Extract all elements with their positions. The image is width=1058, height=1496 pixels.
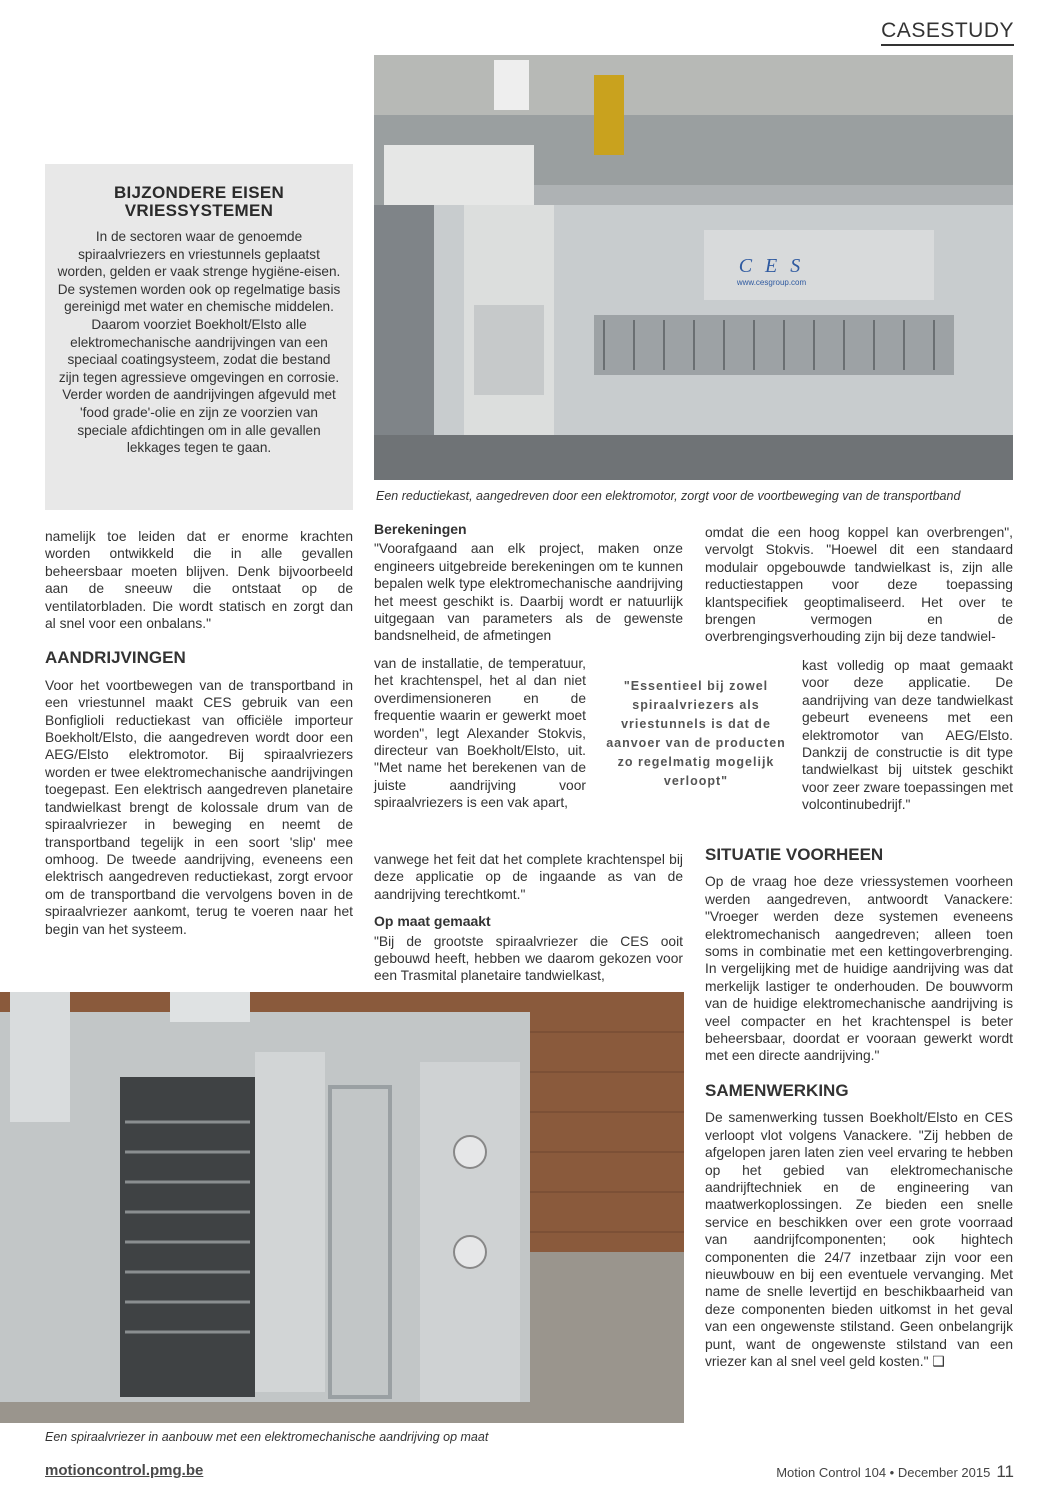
column-1 bbox=[45, 528, 353, 938]
footer-issue bbox=[776, 1462, 1014, 1482]
ces-logo-text: C E S bbox=[738, 255, 805, 277]
col1-body: Voor het voortbewegen van de transportband in een vriestunnel maakt CES gebruik van een Bonfiglioli reductiekast van officiële importeur Boekholt/Elsto, die aangedreven wordt door een AEG/Elsto elektromotor. Bij spiraalvriezers worden er twee elektromechanische aandrijvingen toegepast. Een elektrisch aangedreven planetaire tandwielkast brengt de kolossale drum van de spiraalvriezer in beweging en neemt de transportband tegelijk in een soort 'slip' mee omhoog. De tweede aandrijving, eveneens een elektrisch aangedreven reductiekast, zorgt ervoor om de transportband die vervolgens boven in de spiraalvriezer aankomt, terug te voeren naar het begin van het systeem. bbox=[45, 677, 353, 937]
sidebar-box bbox=[45, 164, 353, 510]
col2-body-1a: "Voorafgaand aan elk project, maken onze engineers uitgebreide berekeningen om te kunnen bepalen welk type elektromechanische aandrijving het meest geschikt is. Daarbij wordt er natuurlijk uitgegaan van parameters als de gewenste bandsnelheid, de afmetingen bbox=[374, 541, 683, 644]
footer-issue-text: Motion Control 104 • December 2015 bbox=[776, 1465, 991, 1480]
top-photo bbox=[374, 55, 1013, 480]
col3-body-1: Op de vraag hoe deze vriessystemen voorheen werden aangedreven, antwoordt Vanackere: "Vroeger werden deze systemen eveneens elektromechanisch aangedreven; alleen toen soms in combinatie met een kettingoverbrenging. In vergelijking met de huidige aandrijving was dat merkelijk lastiger te onderhouden. De bouwvorm van de huidige elektromechanische aandrijving is veel compacter en het krachtenspel is beter beheersbaar, doordat er vooraan gewerkt wordt met een directe aandrijving." bbox=[705, 874, 1013, 1064]
col1-intro: namelijk toe leiden dat er enorme krachten worden ontwikkeld die in alle gevallen beheersbaar moeten blijven. Denk bijvoorbeeld aan de sneeuw die ontstaat op de ventilatorbladen. Die wordt statisch en zorgt dan al snel voor een onbalans." bbox=[45, 529, 353, 632]
page-number: 11 bbox=[996, 1462, 1014, 1481]
column-3-narrow bbox=[802, 657, 1013, 814]
col2-body-1c: vanwege het feit dat het complete krachtenspel bij deze applicatie op de ingaande as van de aandrijving terechtkomt." bbox=[374, 852, 683, 902]
col2-heading-berekeningen: Berekeningen bbox=[374, 521, 467, 537]
ces-logo-url: www.cesgroup.com bbox=[736, 278, 807, 287]
column-2-narrow bbox=[374, 655, 586, 812]
bottom-photo-caption: Een spiraalvriezer in aanbouw met een elektromechanische aandrijving op maat bbox=[45, 1430, 489, 1444]
col2-body-1b: van de installatie, de temperatuur, het krachtenspel, het al dan niet overdimensioneren en de frequentie waarin er gewerkt moet worden", legt Alexander Stokvis, directeur van Boekholt/Elsto, uit. "Met name het berekenen van de juiste aandrijving voor spiraalvriezers is een vak apart, bbox=[374, 656, 586, 811]
column-3 bbox=[705, 524, 1013, 646]
column-2 bbox=[374, 521, 683, 645]
col2-heading-op-maat: Op maat gemaakt bbox=[374, 913, 491, 930]
column-2-lower bbox=[374, 851, 683, 985]
pull-quote: "Essentieel bij zowel spiraalvriezers als vriestunnels is dat de aanvoer van de producten zo regelmatig mogelijk verloopt" bbox=[606, 679, 786, 788]
sidebar-title bbox=[45, 184, 353, 220]
col3-heading-samenwerking: SAMENWERKING bbox=[705, 1080, 849, 1100]
bottom-photo bbox=[0, 992, 684, 1423]
top-photo-caption: Een reductiekast, aangedreven door een elektromotor, zorgt voor de voortbeweging van de transportband bbox=[376, 489, 961, 503]
col3-body-0b: kast volledig op maat gemaakt voor deze applicatie. De aandrijving van deze tandwielkast gebeurt eveneens met een elektromotor van AEG/Elsto. Dankzij de constructie is dit type tandwielkast bij uitstek geschikt voor zeer zware toepassingen met volcontinubedrijf." bbox=[802, 658, 1013, 813]
footer-site-link[interactable]: motioncontrol.pmg.be bbox=[45, 1462, 204, 1479]
col1-heading: AANDRIJVINGEN bbox=[45, 648, 186, 668]
ces-logo bbox=[724, 255, 819, 287]
col3-body-0a: omdat die een hoog koppel kan overbrengen", vervolgt Stokvis. "Hoewel dit een standaard modulair opgebouwde tandwielkast is, zijn alle reductiestappen voor deze toepassing klantspecifiek geoptimaliseerd. Het over te brengen vermogen en de overbrengingsverhouding zijn bij deze tandwiel- bbox=[705, 525, 1013, 645]
section-tag: CASESTUDY bbox=[881, 18, 1014, 46]
sidebar-title-line1: BIJZONDERE EISEN bbox=[113, 183, 285, 202]
col3-body-2: De samenwerking tussen Boekholt/Elsto en CES verloopt vlot volgens Vanackere. "Zij hebben de afgelopen jaren laten zien veel ervaring te hebben op het gebied van elektromechanische aandrijftechniek en de engineering van maatwerkoplossingen. Ze bieden een snelle service en beschikken over een grote voorraad van aandrijfcomponenten; ook hightech componenten die 24/7 inzetbaar zijn voor een nieuwbouw en bij een eventuele vervanging. Met name de snelle levertijd en beschikbaarheid van deze componenten bieden uitkomst in het geval van een ongewenste stilstand. Geen onbelangrijk punt, want de ongewenste stilstand van een vriezer kan al snel veel geld kosten." ❑ bbox=[705, 1110, 1013, 1369]
col3-heading-situatie: SITUATIE VOORHEEN bbox=[705, 845, 884, 864]
column-3-lower bbox=[705, 838, 1013, 1370]
sidebar-text: In de sectoren waar de genoemde spiraalvriezers en vriestunnels geplaatst worden, gelden er vaak strenge hygiëne-eisen. De systemen worden ook op regelmatige basis gereinigd met water en chemische middelen. Daarom voorziet Boekholt/Elsto alle elektromechanische aandrijvingen van een speciaal coatingsysteem, zodat die bestand zijn tegen agressieve omgevingen en corrosie. Verder worden de aandrijvingen afgevuld met 'food grade'-olie en zijn ze voorzien van speciale afdichtingen om in alle gevallen lekkages tegen te gaan. bbox=[57, 229, 341, 456]
col2-body-2: "Bij de grootste spiraalvriezer die CES ooit gebouwd heeft, hebben we daarom gekozen voor een Trasmital planetaire tandwielkast, bbox=[374, 933, 683, 984]
sidebar-title-line2: VRIESSYSTEMEN bbox=[124, 201, 274, 220]
